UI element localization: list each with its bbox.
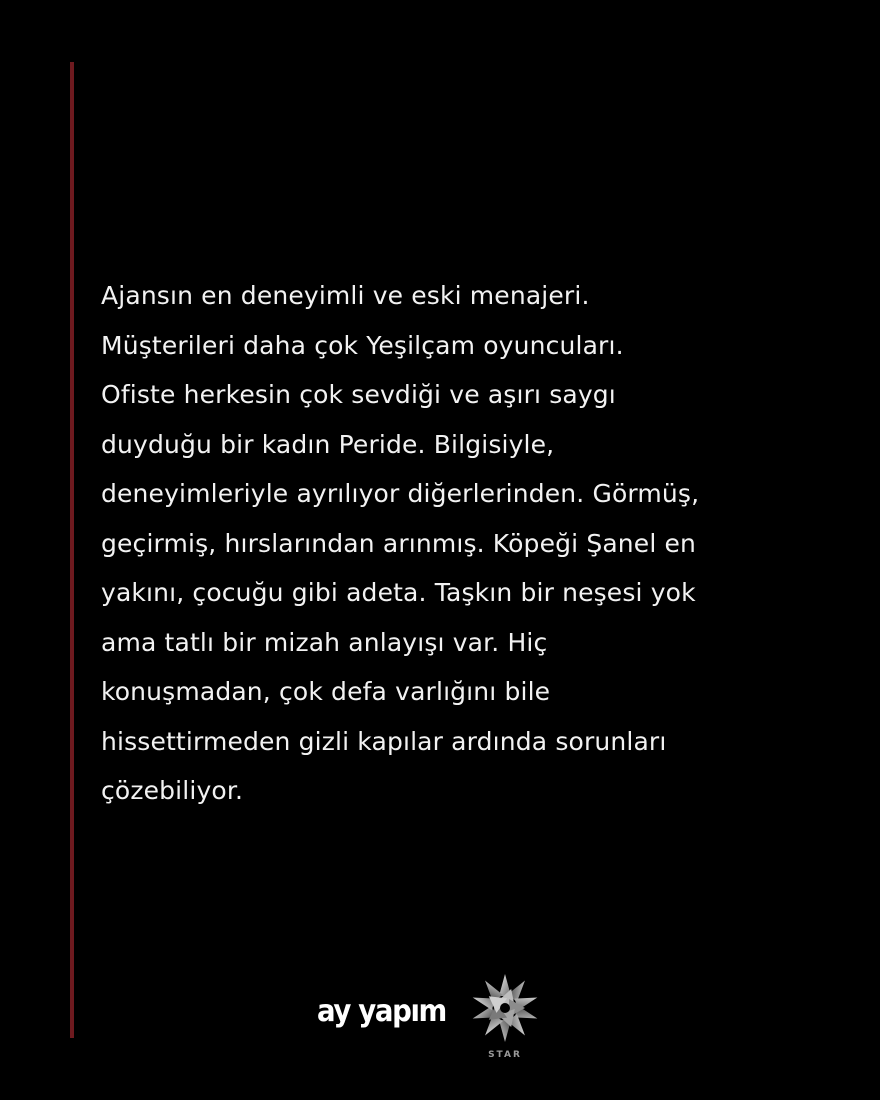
description-line: Ajansın en deneyimli ve eski menajeri. [101, 281, 590, 310]
description-line: yakını, çocuğu gibi adeta. Taşkın bir neşesi yok [101, 578, 696, 607]
description-line: Ofiste herkesin çok sevdiği ve aşırı saygı [101, 380, 616, 409]
description-line: geçirmiş, hırslarından arınmış. Köpeği Şanel en [101, 528, 697, 558]
description-line: hissettirmeden gizli kapılar ardında sorunları [101, 726, 667, 756]
accent-line [70, 62, 74, 1038]
description-line: konuşmadan, çok defa varlığını bile [101, 677, 551, 706]
star-label: STAR [488, 1050, 522, 1060]
description-line: deneyimleriyle ayrılıyor diğerlerinden. Görmüş, [101, 479, 700, 508]
description-line: duyduğu bir kadın Peride. Bilgisiyle, [101, 429, 555, 459]
description-line: Müşterileri daha çok Yeşilçam oyuncuları. [101, 330, 624, 360]
description-line: çözebiliyor. [101, 776, 244, 805]
character-description [101, 271, 861, 816]
star-logo-icon [465, 970, 545, 1050]
description-line: ama tatlı bir mizah anlayışı var. Hiç [101, 627, 548, 657]
star-tv-logo [465, 970, 545, 1070]
ay-yapim-logo: ay yapım [317, 994, 446, 1029]
